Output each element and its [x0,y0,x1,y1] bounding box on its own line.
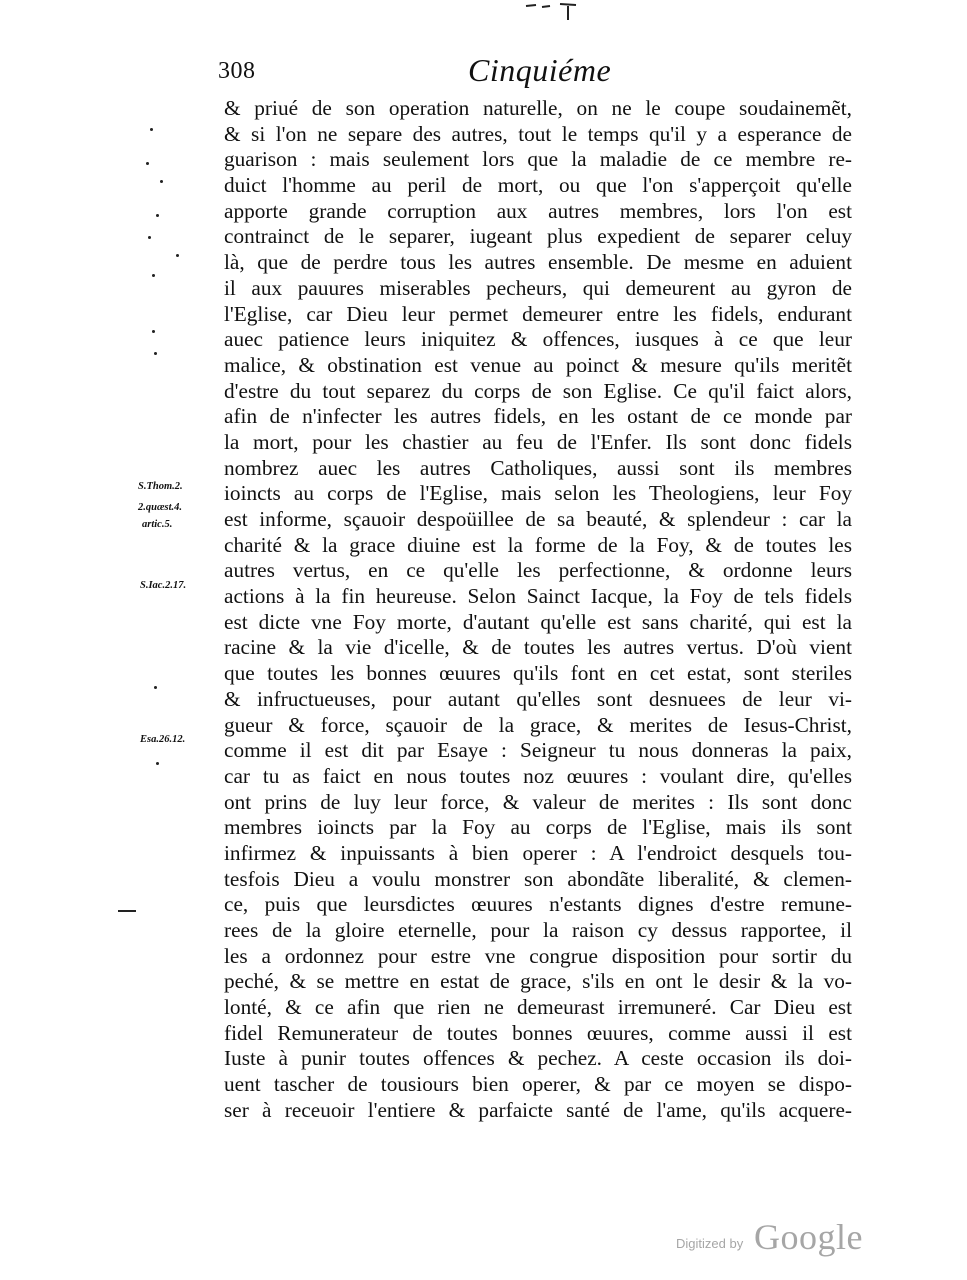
text-line: racine & la vie d'icelle, & de toutes les autres vertus. D'où vient [224,635,852,660]
left-margin [0,0,220,1280]
text-line: & infructueuses, pour autant qu'elles sont desnuees de leur vi- [224,686,852,711]
digitized-by-label: Digitized by [676,1236,744,1251]
text-line: duict l'homme au peril de mort, ou que l'on s'apperçoit qu'elle [224,173,852,198]
text-line: autres vertus, en ce qu'elle les perfectionne, & ordonne leurs [224,558,852,583]
text-line: ser à receuoir l'entiere & parfaicte santé de l'ame, qu'ils acquere- [224,1097,852,1122]
text-line: apporte grande corruption aux autres membres, lors l'on est [224,198,852,223]
text-line: la mort, pour les chastier au feu de l'Enfer. Ils sont donc fidels [224,429,852,454]
margin-mark [156,214,159,217]
body-text [224,96,852,1124]
text-line: & priué de son operation naturelle, on ne le coupe soudainemẽt, [224,96,852,120]
text-line: actions à la fin heureuse. Selon Sainct Iacque, la Foy de tels fidels [224,584,852,609]
running-title: Cinquiéme [468,52,612,88]
text-line: car tu as faict en nous toutes noz œuures : voulant dire, qu'elles [224,763,852,788]
text-line: Iuste à punir toutes offences & pechez. A ceste occasion ils doi- [224,1046,852,1071]
text-line: il aux pauures miserables pecheurs, qui demeurent au gyron de [224,275,852,300]
text-line: ioincts au corps de l'Eglise, mais selon les Theologiens, leur Foy [224,481,852,506]
text-line: rees de la gloire eternelle, pour la raison cy dessus rapportee, il [224,918,852,942]
text-line: nombrez auec les autres Catholiques, aussi sont ils membres [224,455,852,480]
text-line: tesfois Dieu a voulu monstrer son abondãte liberalité, & clemen- [224,866,852,891]
margin-mark [148,236,151,239]
page-header [218,52,858,92]
text-line: que toutes les bonnes œuures qu'ils font en cet estat, sont steriles [224,661,852,686]
text-line: malice, & obstination est venue au poinct & mesure qu'ils meritẽt [224,352,852,377]
marginal-note: S.Thom.2. [138,481,183,492]
top-printer-marks [520,0,580,22]
text-line: gueur & force, sçauoir de la grace, & merites de Iesus-Christ, [224,712,852,737]
text-line: membres ioincts par la Foy au corps de l'Eglise, mais ils sont [224,815,852,840]
margin-mark [118,910,136,912]
marginal-note: 2.quæst.4. [138,502,183,513]
marginal-note: artic.5. [142,519,173,530]
margin-mark [146,162,149,165]
marginal-note: Esa.26.12. [140,734,186,745]
margin-mark [152,274,155,277]
text-line: l'Eglise, car Dieu leur permet demeurer entre les fidels, endurant [224,301,852,326]
text-line: les a ordonnez pour estre vne congrue disposition pour sortir du [224,943,852,968]
text-line: & si l'on ne separe des autres, tout le temps qu'il y a esperance de [224,121,852,146]
text-line: d'estre du tout separez du corps de son Eglise. Ce qu'il faict alors, [224,378,852,403]
text-line: infirmez & inpuissants à bien operer : A l'endroict desquels tou- [224,840,852,865]
text-line: est informe, sçauoir despoüillee de sa beauté, & splendeur : car la [224,507,852,531]
marginal-note: S.Iac.2.17. [140,580,187,591]
text-line: guarison : mais seulement lors que la maladie de ce membre re- [224,147,852,172]
text-line: là, que de perdre tous les autres ensemble. De mesme en aduient [224,250,852,275]
margin-mark [152,330,155,333]
text-line: ont prins de luy leur force, & valeur de merites : Ils sont donc [224,789,852,814]
text-line: uent tascher de tousiours bien operer, & par ce moyen se dispo- [224,1072,852,1097]
text-line: comme il est dit par Esaye : Seigneur tu nous donneras la paix, [224,738,852,763]
text-line: contrainct de le separer, iugeant plus expedient de separer celuy [224,224,852,249]
margin-mark [156,762,159,765]
text-line: peché, & se mettre en estat de grace, s'ils en ont le desir & la vo- [224,969,852,994]
margin-mark [154,686,157,689]
text-line: ce, puis que leursdictes œuures n'estants dignes d'estre remune- [224,892,852,917]
google-logo: Google [754,1217,863,1257]
margin-mark [176,254,179,257]
text-line: auec patience leurs iniquitez & offences, iusques à ce que leur [224,327,852,352]
google-digitized-watermark [676,1216,876,1260]
margin-mark [154,352,157,355]
text-line: afin de n'infecter les autres fidels, en les ostant de ce monde par [224,404,852,429]
text-line: charité & la grace diuine est la forme de la Foy, & de toutes les [224,532,852,557]
text-line: fidel Remunerateur de toutes bonnes œuures, comme aussi il est [224,1020,852,1045]
text-line: est dicte vne Foy morte, d'autant qu'elle est sans charité, qui est la [224,609,852,634]
margin-mark [160,180,163,183]
text-line: lonté, & ce afin que rien ne demeurast irremuneré. Car Dieu est [224,995,852,1020]
margin-mark [150,128,153,131]
page-number: 308 [218,58,256,84]
